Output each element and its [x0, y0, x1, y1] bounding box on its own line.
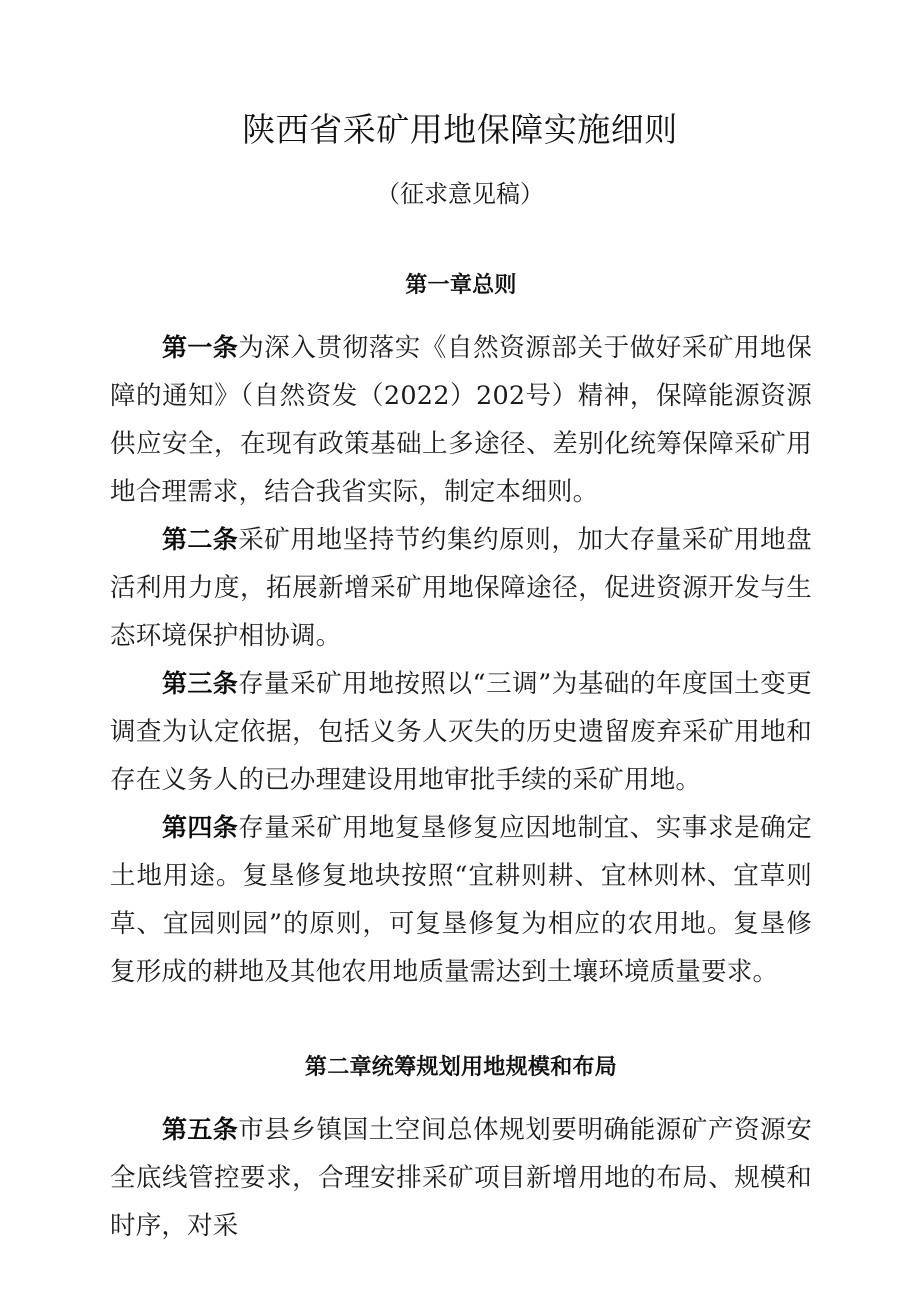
article-text: 存量采矿用地复垦修复应因地制宜、实事求是确定土地用途。复垦修复地块按照“宜耕则耕、宜林则林、宜草则草、宜园则园”的原则，可复垦修复为相应的农用地。复垦修复形成的耕地及其他农用地质量需达到土壤环境质量要求。 — [110, 813, 812, 987]
document-subtitle: （征求意见稿） — [376, 180, 544, 208]
article-label: 第三条 — [162, 669, 239, 698]
chapter-heading-2: 第二章统筹规划用地规模和布局 — [304, 1055, 618, 1080]
article-item — [110, 516, 812, 660]
document-title: 陕西省采矿用地保障实施细则 — [242, 110, 678, 149]
chapter-heading-1: 第一章总则 — [405, 273, 517, 298]
article-label: 第二条 — [162, 525, 239, 554]
article-text: 存量采矿用地按照以“三调”为基础的年度国土变更调查为认定依据，包括义务人灭失的历史遗留废弃采矿用地和存在义务人的已办理建设用地审批手续的采矿用地。 — [110, 669, 812, 795]
article-label: 第一条 — [162, 333, 239, 362]
article-label: 第四条 — [162, 813, 239, 842]
article-item — [110, 804, 812, 996]
article-label: 第五条 — [162, 1115, 239, 1144]
article-text: 为深入贯彻落实《自然资源部关于做好采矿用地保障的通知》（自然资发（2022）202号）精神，保障能源资源供应安全，在现有政策基础上多途径、差别化统筹保障采矿用地合理需求，结合我省实际，制定本细则。 — [110, 333, 812, 507]
article-text: 市县乡镇国土空间总体规划要明确能源矿产资源安全底线管控要求，合理安排采矿项目新增用地的布局、规模和时序，对采 — [110, 1115, 812, 1241]
article-item — [110, 660, 812, 804]
article-item — [110, 324, 812, 516]
document-body — [110, 262, 812, 1250]
article-item — [110, 1106, 812, 1250]
article-text: 采矿用地坚持节约集约原则，加大存量采矿用地盘活利用力度，拓展新增采矿用地保障途径，促进资源开发与生态环境保护相协调。 — [110, 525, 812, 651]
